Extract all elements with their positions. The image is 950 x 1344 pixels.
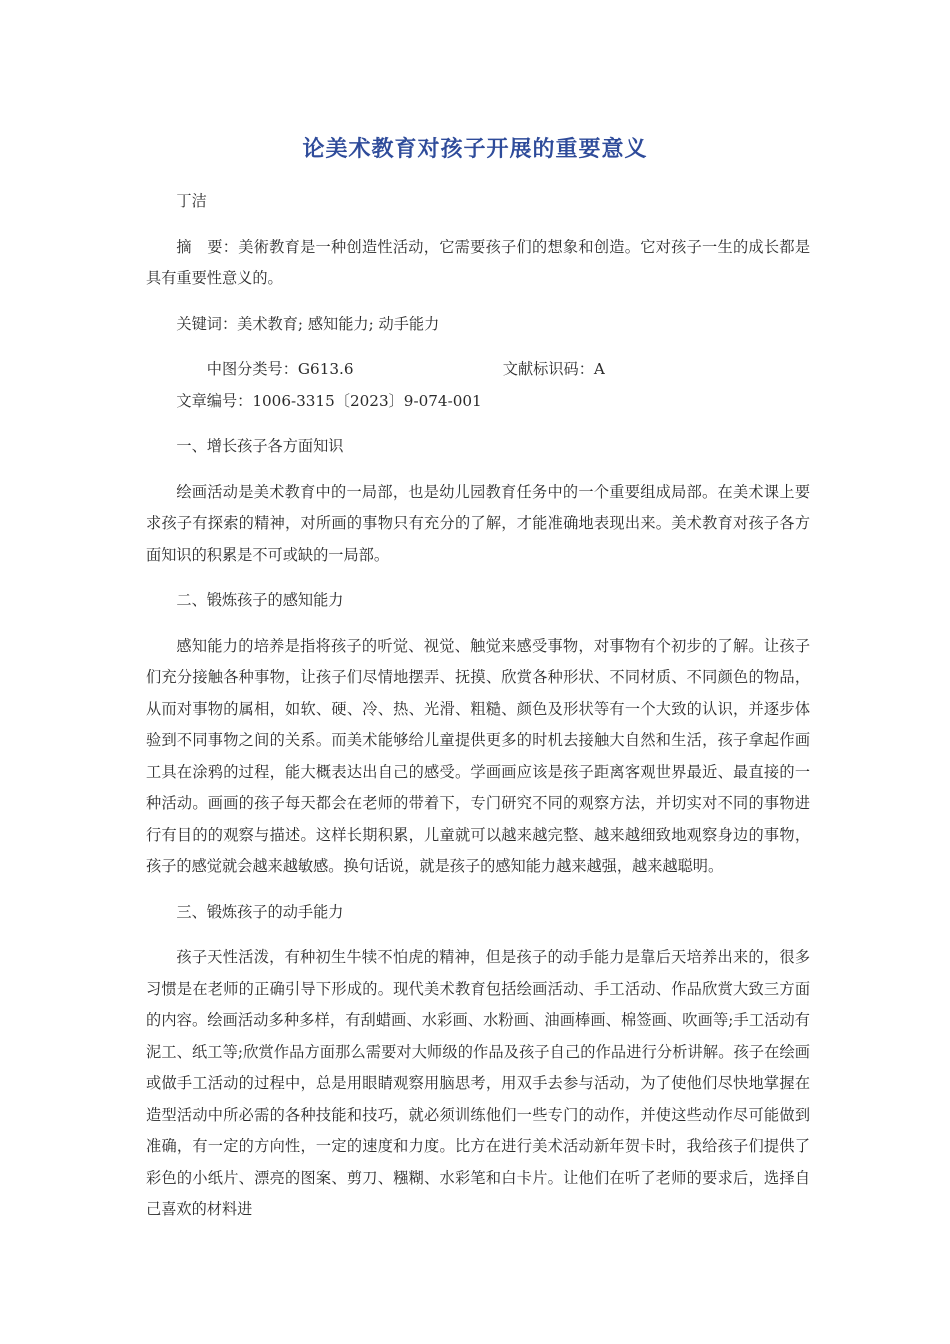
- keywords: 关键词：美术教育; 感知能力; 动手能力: [176, 314, 440, 333]
- classification-line: [146, 354, 810, 417]
- section-heading: 一、增长孩子各方面知识: [176, 437, 344, 455]
- section-heading: 二、锻炼孩子的感知能力: [176, 591, 344, 609]
- section-heading: 三、锻炼孩子的动手能力: [176, 902, 344, 921]
- article-body: [146, 186, 810, 1240]
- author: 丁洁: [176, 192, 207, 210]
- section-paragraph: 感知能力的培养是指将孩子的听觉、视觉、触觉来感受事物，对事物有个初步的了解。让孩子们充分接触各种事物，让孩子们尽情地摆弄、抚摸、欣赏各种形状、不同材质、不同颜色的物品，从而对事物的属相，如软、硬、冷、热、光滑、粗糙、颜色及形状等有一个大致的认识，并逐步体验到不同事物之间的关系。而美术能够给儿童提供更多的时机去接触大自然和生活，孩子拿起作画工具在涂鸦的过程，能大概表达出自己的感受。学画画应该是孩子距离客观世界最近、最直接的一种活动。画画的孩子每天都会在老师的带着下，专门研究不同的观察方法，并切实对不同的事物进行有目的的观察与描述。这样长期积累，儿童就可以越来越完整、越来越细致地观察身边的事物，孩子的感觉就会越来越敏感。换句话说，就是孩子的感知能力越来越强，越来越聪明。: [146, 636, 810, 875]
- document-code: 文献标识码：A: [502, 360, 605, 378]
- article-title: 论美术教育对孩子开展的重要意义: [302, 137, 648, 162]
- article-number: 文章编号：1006-3315〔2023〕9-074-001: [176, 391, 482, 410]
- section-paragraph: 孩子天性活泼，有种初生牛犊不怕虎的精神，但是孩子的动手能力是靠后天培养出来的，很多习惯是在老师的正确引导下形成的。现代美术教育包括绘画活动、手工活动、作品欣赏大致三方面的内容。绘画活动多种多样，有刮蜡画、水彩画、水粉画、油画棒画、棉签画、吹画等;手工活动有泥工、纸工等;欣赏作品方面那么需要对大师级的作品及孩子自己的作品进行分析讲解。孩子在绘画或做手工活动的过程中，总是用眼睛观察用脑思考，用双手去参与活动，为了使他们尽快地掌握在造型活动中所必需的各种技能和技巧，就必须训练他们一些专门的动作，并使这些动作尽可能做到准确，有一定的方向性，一定的速度和力度。比方在进行美术活动新年贺卡时，我给孩子们提供了彩色的小纸片、漂亮的图案、剪刀、糨糊、水彩笔和白卡片。让他们在听了老师的要求后，选择自己喜欢的材料进: [146, 948, 810, 1218]
- section-paragraph: 绘画活动是美术教育中的一局部，也是幼儿园教育任务中的一个重要组成局部。在美术课上要求孩子有探索的精神，对所画的事物只有充分的了解，才能准确地表现出来。美术教育对孩子各方面知识的积累是不可或缺的一局部。: [146, 482, 810, 564]
- abstract: 摘 要：美術教育是一种创造性活动，它需要孩子们的想象和创造。它对孩子一生的成长都是具有重要性意义的。: [146, 237, 810, 287]
- clc-number: 中图分类号：G613.6: [206, 360, 354, 378]
